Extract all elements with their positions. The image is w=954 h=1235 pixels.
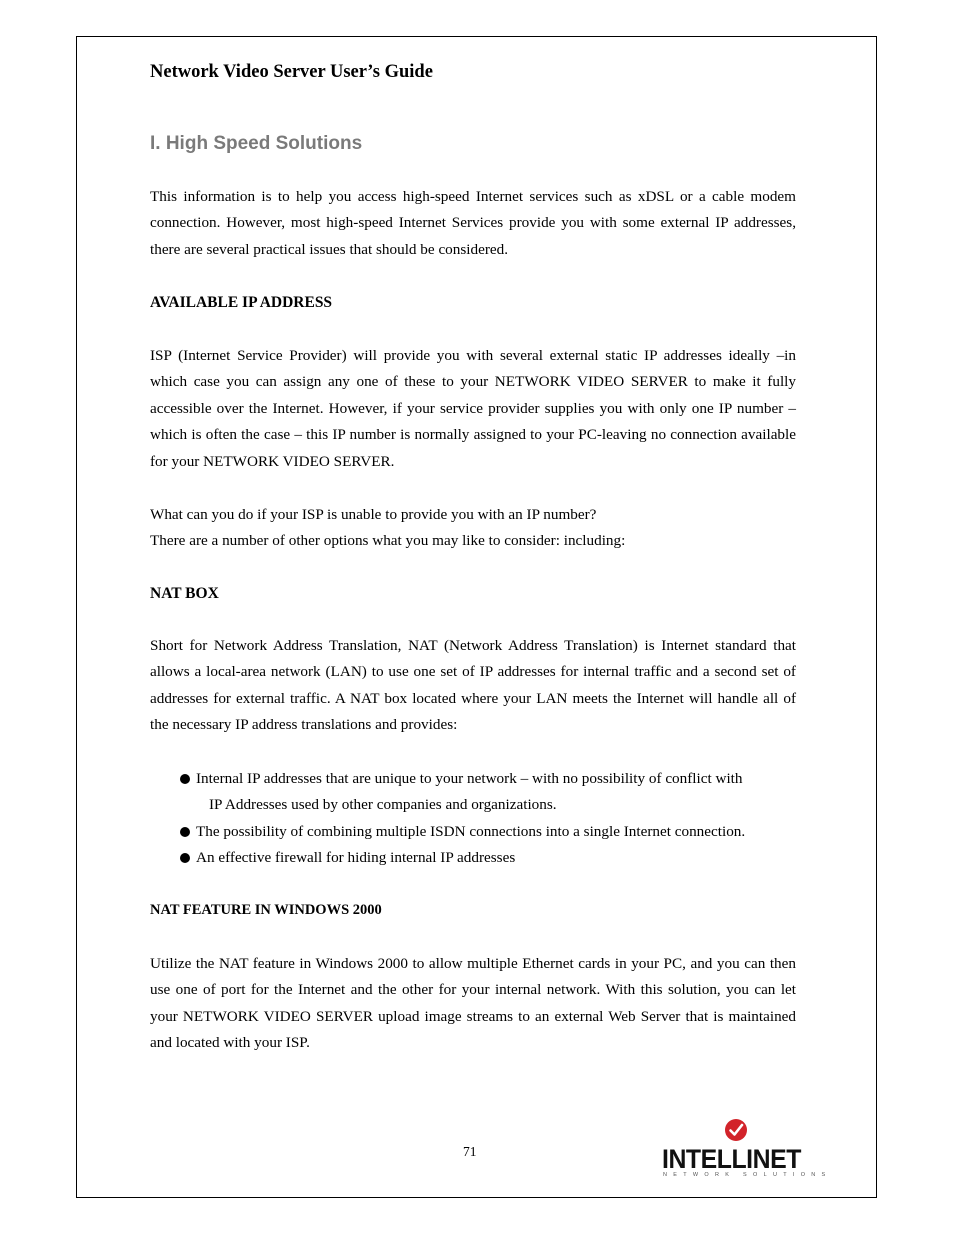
intellinet-logo (660, 1118, 832, 1180)
list-item-text: An effective firewall for hiding internal IP addresses (196, 849, 516, 867)
nat-box-heading: NAT BOX (150, 585, 219, 602)
list-item (180, 845, 796, 871)
nat-windows-paragraph: Utilize the NAT feature in Windows 2000 to allow multiple Ethernet cards in your PC, and you can then use one of port for the Internet and the other for your internal network. With this solution, you can let your NETWORK VIDEO SERVER upload image streams to an external Web Server that is maintained and located with your ISP. (150, 955, 796, 1052)
bullet-icon (180, 774, 190, 784)
list-item-text: Internal IP addresses that are unique to your network – with no possibility of conflict with (196, 770, 743, 787)
list-item (180, 819, 796, 845)
available-ip-paragraph: ISP (Internet Service Provider) will provide you with several external static IP addresses ideally –in which case you can assign any one of these to your NETWORK VIDEO SERVER to make it fully accessible over the Internet. However, if your service provider supplies you with only one IP number – which is often the case – this IP number is normally assigned to your PC-leaving no connection available for your NETWORK VIDEO SERVER. (150, 347, 796, 470)
list-item-text: The possibility of combining multiple ISDN connections into a single Internet connection. (196, 822, 746, 840)
nat-windows-heading: NAT FEATURE IN WINDOWS 2000 (150, 902, 382, 918)
checkmark-logo-icon (724, 1118, 748, 1142)
list-item (180, 766, 796, 819)
options-line: There are a number of other options what you may like to consider: including: (150, 532, 626, 549)
intro-paragraph: This information is to help you access high-speed Internet services such as xDSL or a cable modem connection. However, most high-speed Internet Services provide you with some external IP addresses, there are several practical issues that should be considered. (150, 188, 796, 258)
list-item-continuation: IP Addresses used by other companies and organizations. (209, 796, 557, 814)
nat-box-paragraph: Short for Network Address Translation, NAT (Network Address Translation) is Internet standard that allows a local-area network (LAN) to use one set of IP addresses for internal traffic and a second set of addresses for external traffic. A NAT box located where your LAN meets the Internet will handle all of the necessary IP address translations and provides: (150, 637, 796, 734)
available-ip-heading: AVAILABLE IP ADDRESS (150, 294, 333, 311)
isp-question: What can you do if your ISP is unable to provide you with an IP number? (150, 506, 597, 523)
bullet-icon (180, 827, 190, 837)
logo-wordmark: INTELLINET (662, 1144, 801, 1174)
section-title: I. High Speed Solutions (150, 133, 363, 154)
document-title: Network Video Server User’s Guide (150, 62, 433, 82)
logo-tagline: NETWORK SOLUTIONS (663, 1172, 832, 1178)
nat-benefits-list (180, 766, 796, 872)
page-number: 71 (463, 1144, 477, 1159)
bullet-icon (180, 853, 190, 863)
